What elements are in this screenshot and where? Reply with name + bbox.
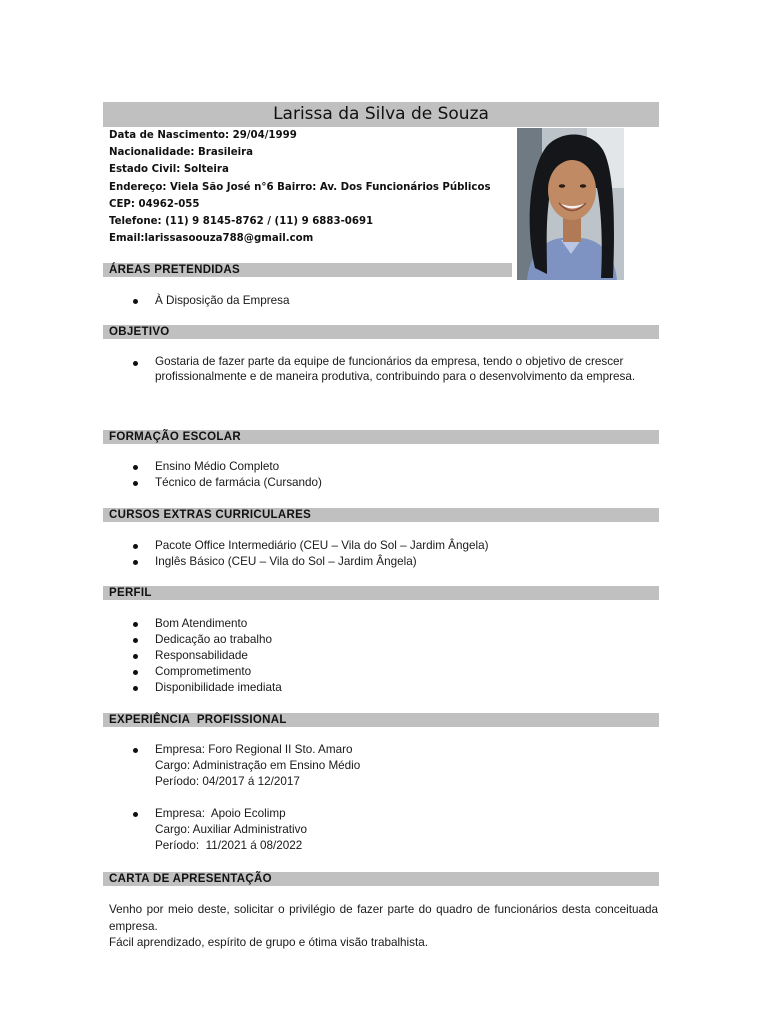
section-objetivo-title: OBJETIVO [103, 325, 659, 339]
job-role: Cargo: Auxiliar Administrativo [155, 823, 307, 836]
cover-letter-paragraph: Fácil aprendizado, espírito de grupo e ótima visão trabalhista. [109, 936, 428, 949]
info-email: Email:larissasoouza788@gmail.com [109, 233, 314, 245]
info-phone: Telefone: (11) 9 8145-8762 / (11) 9 6883-0691 [109, 215, 374, 227]
bullet-icon [133, 748, 138, 753]
section-carta-title: CARTA DE APRESENTAÇÃO [103, 872, 659, 886]
section-perfil-title: PERFIL [103, 586, 659, 600]
info-cep: CEP: 04962-055 [109, 198, 200, 210]
job-period: Período: 11/2021 á 08/2022 [155, 839, 303, 852]
list-item-text: Bom Atendimento [155, 617, 248, 630]
bullet-icon [133, 654, 138, 659]
section-formacao-title: FORMAÇÃO ESCOLAR [103, 430, 659, 444]
info-nationality: Nacionalidade: Brasileira [109, 147, 254, 159]
bullet-icon [133, 670, 138, 675]
cover-letter-paragraph: Venho por meio deste, solicitar o privilégio de fazer parte do quadro de funcionários desta conceituada empresa. [109, 903, 658, 933]
bullet-icon [133, 686, 138, 691]
info-marital-status: Estado Civil: Solteira [109, 164, 229, 176]
bullet-icon [133, 299, 138, 304]
list-item-text: Comprometimento [155, 665, 252, 678]
job-role: Cargo: Administração em Ensino Médio [155, 759, 361, 772]
personal-info [109, 127, 514, 247]
info-birthdate: Data de Nascimento: 29/04/1999 [109, 130, 297, 141]
cover-letter [109, 902, 658, 952]
list-item-text: Gostaria de fazer parte da equipe de funcionários da empresa, tendo o objetivo de crescer profissionalmente e de maneira produtiva, contribuindo para o desenvolvimento da empresa. [155, 355, 636, 383]
list-item-text: Responsabilidade [155, 649, 248, 662]
list-item-text: Técnico de farmácia (Cursando) [155, 476, 322, 489]
list-item-text: Disponibilidade imediata [155, 681, 282, 694]
bullet-icon [133, 812, 138, 817]
list-item-text: À Disposição da Empresa [155, 294, 290, 307]
section-cursos-title: CURSOS EXTRAS CURRICULARES [103, 508, 659, 522]
job-period: Período: 04/2017 á 12/2017 [155, 775, 300, 788]
bullet-icon [133, 622, 138, 627]
job-company: Empresa: Foro Regional II Sto. Amaro [155, 743, 353, 756]
bullet-icon [133, 481, 138, 486]
profile-photo [517, 128, 624, 280]
list-item-text: Pacote Office Intermediário (CEU – Vila do Sol – Jardim Ângela) [155, 539, 489, 552]
bullet-icon [133, 544, 138, 549]
list-item-text: Ensino Médio Completo [155, 460, 280, 473]
section-areas-title: ÁREAS PRETENDIDAS [103, 263, 512, 277]
section-experiencia-title: EXPERIÊNCIA PROFISSIONAL [103, 713, 659, 727]
bullet-icon [133, 638, 138, 643]
job-company: Empresa: Apoio Ecolimp [155, 807, 286, 820]
candidate-name: Larissa da Silva de Souza [103, 102, 659, 127]
bullet-icon [133, 361, 138, 366]
list-item-text: Inglês Básico (CEU – Vila do Sol – Jardim Ângela) [155, 555, 417, 568]
bullet-icon [133, 560, 138, 565]
list-item-text: Dedicação ao trabalho [155, 633, 272, 646]
bullet-icon [133, 465, 138, 470]
info-address: Endereço: Viela São José n°6 Bairro: Av. Dos Funcionários Públicos [109, 181, 491, 193]
